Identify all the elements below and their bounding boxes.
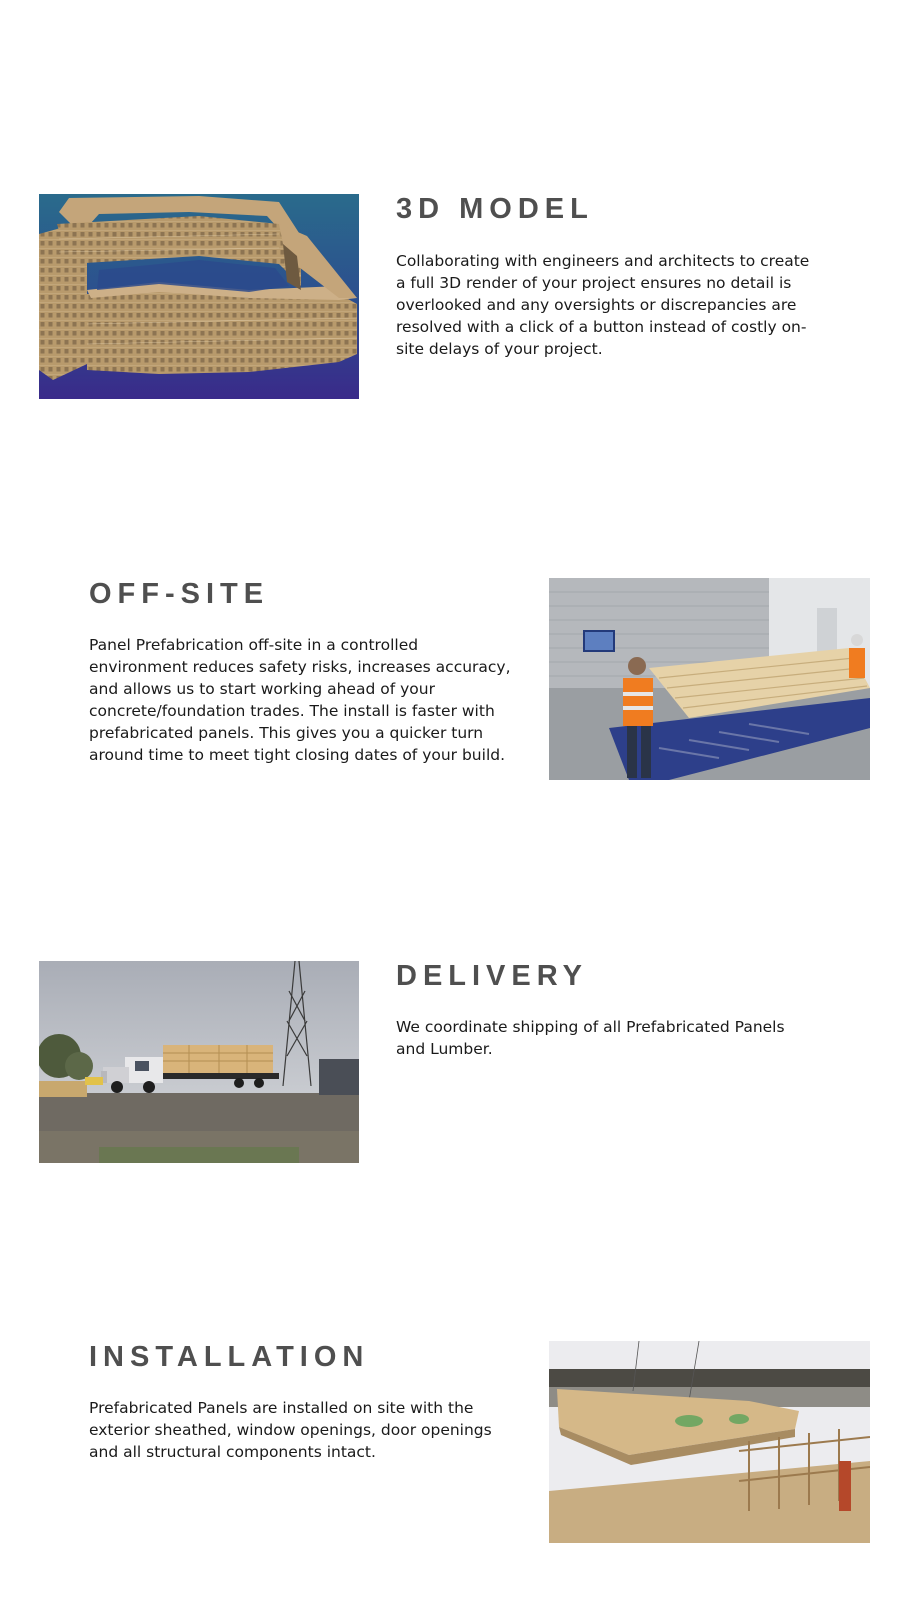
section-description: Panel Prefabrication off-site in a controlled environment reduces safety risks, increases accuracy, and allows us to start working ahead of your concrete/foundation trades. The install is faster with prefabricated panels. This gives you a quicker turn around time to meet tight closing dates of your build. (89, 636, 511, 764)
installation-image (549, 1341, 870, 1543)
section-heading: OFF-SITE (89, 578, 270, 610)
section-heading: INSTALLATION (89, 1341, 370, 1373)
section-heading: DELIVERY (396, 960, 588, 992)
section-description: Prefabricated Panels are installed on site with the exterior sheathed, window openings, door openings and all structural components intact. (89, 1399, 492, 1461)
section-description: We coordinate shipping of all Prefabricated Panels and Lumber. (396, 1018, 785, 1058)
delivery-image (39, 961, 359, 1163)
section-heading: 3D MODEL (396, 193, 594, 225)
off-site-image (549, 578, 870, 780)
3d-model-image (39, 194, 359, 399)
section-description: Collaborating with engineers and architects to create a full 3D render of your project ensures no detail is overlooked and any oversights or discrepancies are resolved with a click of a button instead of costly on-site delays of your project. (396, 252, 810, 358)
